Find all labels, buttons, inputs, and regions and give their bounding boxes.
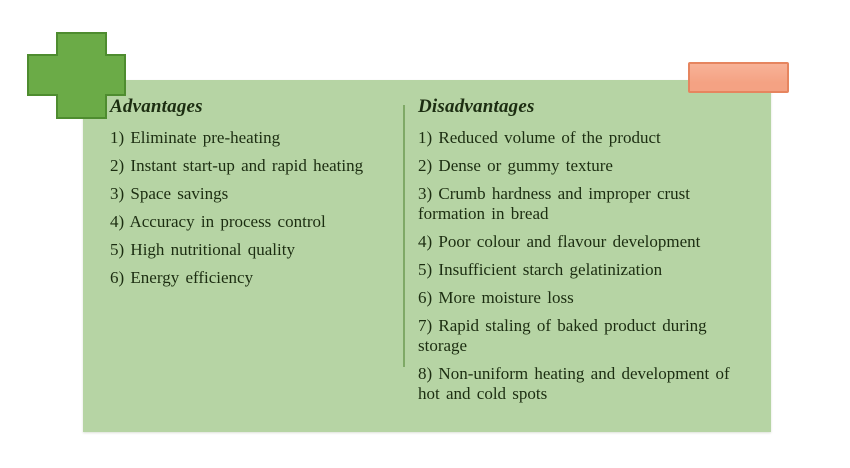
list-item: 6) More moisture loss — [418, 288, 574, 307]
disadvantages-list — [418, 128, 740, 404]
list-item: 1) Eliminate pre-heating — [110, 128, 281, 147]
list-item: 7) Rapid staling of baked product during storage — [418, 316, 707, 355]
advantages-list — [110, 128, 395, 288]
list-item: 6) Energy efficiency — [110, 268, 254, 287]
comparison-panel — [83, 80, 771, 432]
advantages-column — [110, 94, 395, 296]
list-item: 4) Accuracy in process control — [110, 212, 326, 231]
list-item: 2) Instant start-up and rapid heating — [110, 156, 364, 175]
disadvantages-title: Disadvantages — [418, 96, 535, 117]
list-item: 5) High nutritional quality — [110, 240, 295, 259]
list-item: 3) Crumb hardness and improper crust formation in bread — [418, 184, 691, 223]
list-item: 4) Poor colour and flavour development — [418, 232, 701, 251]
disadvantages-column — [418, 94, 740, 412]
orange-tab-marker — [688, 62, 789, 93]
advantages-title: Advantages — [110, 96, 203, 117]
column-divider — [403, 105, 405, 367]
list-item: 3) Space savings — [110, 184, 229, 203]
list-item: 2) Dense or gummy texture — [418, 156, 613, 175]
list-item: 8) Non-uniform heating and development of hot and cold spots — [418, 364, 730, 403]
plus-cross-icon — [27, 32, 126, 119]
list-item: 5) Insufficient starch gelatinization — [418, 260, 663, 279]
list-item: 1) Reduced volume of the product — [418, 128, 661, 147]
